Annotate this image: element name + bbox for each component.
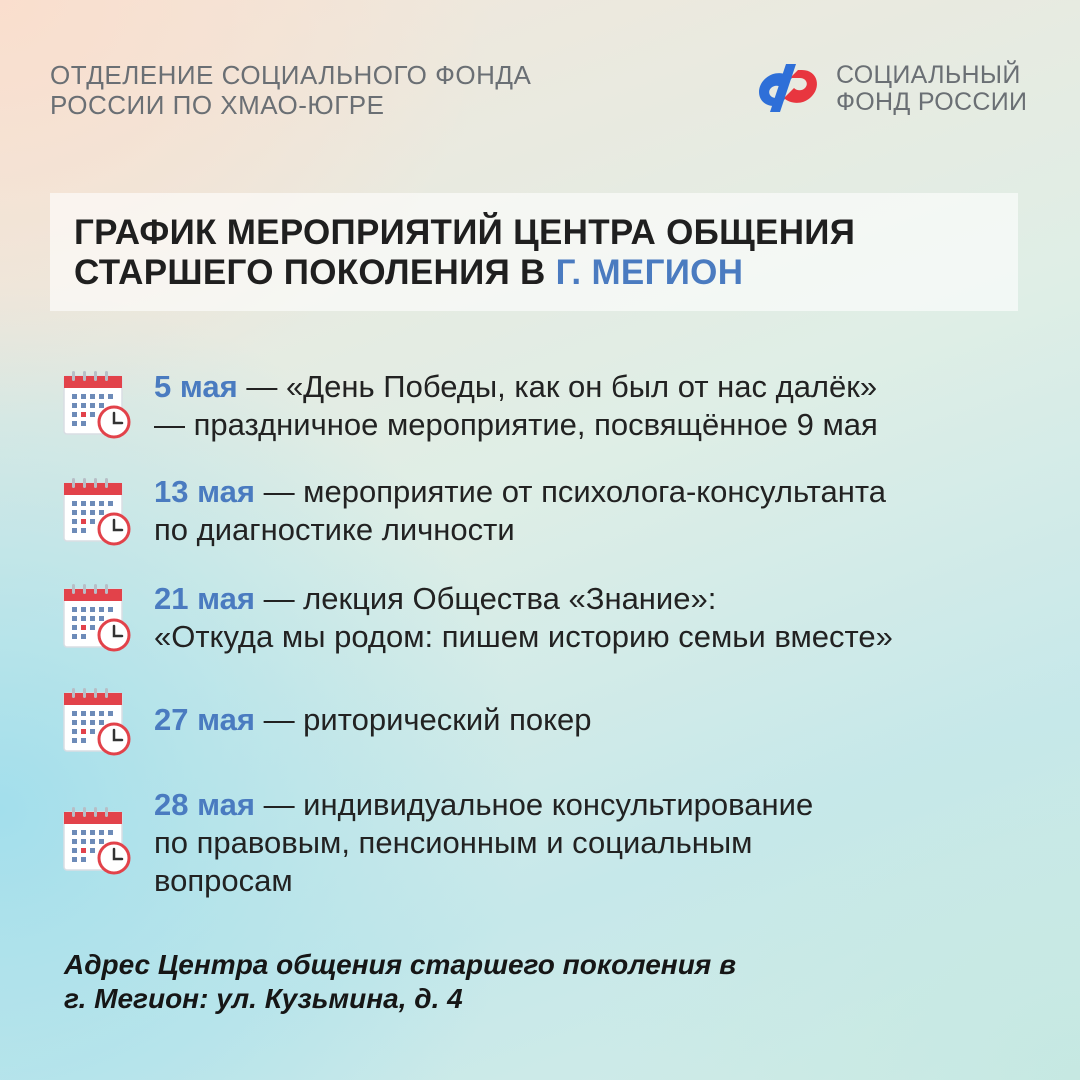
event-text: [154, 580, 893, 656]
sfr-logo-icon: [752, 56, 824, 120]
title-city: Г. МЕГИОН: [555, 253, 744, 292]
sfr-logo: [752, 56, 1042, 120]
title-line-2-prefix: СТАРШЕГО ПОКОЛЕНИЯ В: [74, 253, 556, 292]
event-date: 21 мая: [154, 581, 255, 616]
organization-name: [50, 60, 531, 120]
address-line-1: Адрес Центра общения старшего поколения в: [64, 949, 736, 980]
event-description: — индивидуальное консультирование: [254, 787, 814, 822]
event-line-1: [154, 580, 893, 618]
event-text: [154, 368, 878, 444]
event-description: — лекция Общества «Знание»:: [254, 581, 717, 616]
event-line-1: [154, 786, 813, 824]
event-date: 13 мая: [154, 474, 255, 509]
event-line-1: [154, 473, 886, 511]
event-line-1: [154, 368, 878, 406]
event-text: [154, 786, 813, 900]
event-description-line: — праздничное мероприятие, посвящённое 9 мая: [154, 407, 878, 442]
calendar-clock-icon: [62, 687, 132, 757]
calendar-clock-icon: [62, 583, 132, 653]
event-text: [154, 701, 592, 739]
event-description: — «День Победы, как он был от нас далёк»: [237, 369, 878, 404]
event-date: 27 мая: [154, 702, 255, 737]
logo-line-1: СОЦИАЛЬНЫЙ: [836, 61, 1021, 89]
page-title: [74, 213, 855, 293]
logo-line-2: ФОНД РОССИИ: [836, 88, 1028, 116]
organization-line-1: ОТДЕЛЕНИЕ СОЦИАЛЬНОГО ФОНДА: [50, 60, 532, 90]
address-line-2: г. Мегион: ул. Кузьмина, д. 4: [64, 983, 463, 1014]
organization-line-2: РОССИИ ПО ХМАО-ЮГРЕ: [50, 90, 385, 120]
event-description: — мероприятие от психолога-консультанта: [254, 474, 886, 509]
calendar-clock-icon: [62, 370, 132, 440]
event-description-line: «Откуда мы родом: пишем историю семьи вместе»: [154, 619, 893, 654]
event-description-line: по диагностике личности: [154, 512, 515, 547]
calendar-clock-icon: [62, 477, 132, 547]
title-box: [50, 193, 1018, 311]
event-description-line: вопросам: [154, 863, 293, 898]
event-description: — риторический покер: [254, 702, 592, 737]
title-line-1: ГРАФИК МЕРОПРИЯТИЙ ЦЕНТРА ОБЩЕНИЯ: [74, 213, 856, 252]
event-text: [154, 473, 886, 549]
title-line-2: [74, 253, 855, 293]
event-date: 5 мая: [154, 369, 238, 404]
address: [64, 948, 736, 1016]
event-date: 28 мая: [154, 787, 255, 822]
calendar-clock-icon: [62, 806, 132, 876]
event-line-1: [154, 701, 592, 739]
event-description-line: по правовым, пенсионным и социальным: [154, 825, 753, 860]
